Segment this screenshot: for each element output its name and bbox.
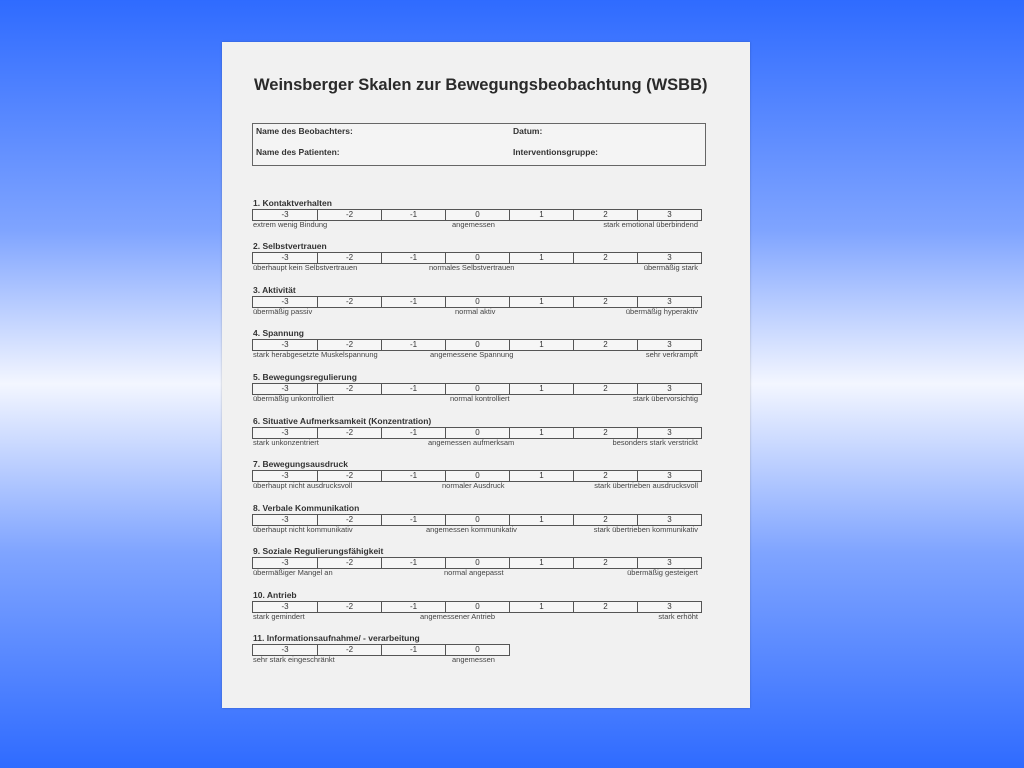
rating-option[interactable]: 3 — [637, 210, 701, 220]
questionnaire-page — [222, 42, 750, 708]
rating-option[interactable]: -1 — [381, 602, 445, 612]
rating-option[interactable]: -2 — [317, 602, 381, 612]
anchor-label-middle: angemessene Spannung — [430, 350, 514, 359]
anchor-label-right: stark emotional überbindend — [603, 220, 698, 229]
anchor-label-middle: angemessen — [452, 220, 495, 229]
rating-option[interactable]: -1 — [381, 645, 445, 655]
rating-option[interactable]: -2 — [317, 340, 381, 350]
rating-option[interactable]: 2 — [573, 210, 637, 220]
rating-option[interactable]: 3 — [637, 253, 701, 263]
scale-item — [252, 546, 706, 582]
anchor-label-left: stark gemindert — [253, 612, 305, 621]
rating-option[interactable]: -2 — [317, 210, 381, 220]
anchor-label-right: übermäßig gesteigert — [627, 568, 698, 577]
rating-option[interactable]: 0 — [445, 515, 509, 525]
scale-item — [252, 328, 706, 364]
rating-option[interactable]: -2 — [317, 515, 381, 525]
date-label: Datum: — [513, 126, 543, 136]
rating-option[interactable]: -2 — [317, 558, 381, 568]
scale-title: 1. Kontaktverhalten — [253, 198, 332, 208]
anchor-label-left: übermäßig passiv — [253, 307, 313, 316]
rating-option[interactable]: 3 — [637, 384, 701, 394]
anchor-label-middle: normaler Ausdruck — [442, 481, 505, 490]
scale-item — [252, 241, 706, 277]
anchor-label-middle: normal aktiv — [455, 307, 496, 316]
rating-option[interactable]: -3 — [281, 384, 289, 393]
rating-option[interactable]: 3 — [637, 471, 701, 481]
rating-option[interactable]: 2 — [573, 471, 637, 481]
scale-item — [252, 503, 706, 539]
rating-option[interactable]: -1 — [381, 515, 445, 525]
anchor-label-middle: angemessen aufmerksam — [428, 438, 515, 447]
scale-title: 5. Bewegungsregulierung — [253, 372, 357, 382]
anchor-label-middle: normales Selbstvertrauen — [429, 263, 515, 272]
anchor-label-middle: normal angepasst — [444, 568, 504, 577]
rating-option[interactable]: 3 — [637, 558, 701, 568]
rating-option[interactable]: -2 — [317, 297, 381, 307]
rating-option[interactable]: 1 — [509, 384, 573, 394]
rating-option[interactable]: -3 — [281, 428, 289, 437]
rating-option[interactable]: -3 — [281, 558, 289, 567]
rating-option[interactable]: -2 — [317, 253, 381, 263]
rating-option[interactable]: 1 — [509, 602, 573, 612]
rating-option[interactable]: -1 — [381, 558, 445, 568]
rating-option[interactable]: 0 — [445, 384, 509, 394]
anchor-label-right: stark übervorsichtig — [632, 394, 698, 403]
rating-option[interactable]: 1 — [509, 253, 573, 263]
anchor-label-left: überhaupt nicht kommunikativ — [253, 525, 353, 534]
rating-option[interactable]: -3 — [281, 515, 289, 524]
scale-title: 4. Spannung — [253, 328, 304, 338]
anchor-label-left: sehr stark eingeschränkt — [253, 655, 335, 664]
rating-option[interactable]: 2 — [573, 428, 637, 438]
rating-option[interactable]: 3 — [637, 340, 701, 350]
rating-option[interactable]: 1 — [509, 210, 573, 220]
anchor-label-left: stark herabgesetzte Muskelspannung — [253, 350, 378, 359]
rating-option[interactable]: 0 — [445, 253, 509, 263]
rating-option[interactable]: 2 — [573, 253, 637, 263]
anchor-label-right: übermäßig hyperaktiv — [625, 307, 698, 316]
rating-option[interactable]: 0 — [445, 602, 509, 612]
rating-option[interactable]: 2 — [573, 558, 637, 568]
anchor-label-left: stark unkonzentriert — [253, 438, 319, 447]
rating-option[interactable]: 2 — [573, 384, 637, 394]
anchor-label-middle: normal kontrolliert — [450, 394, 510, 403]
anchor-label-left: überhaupt kein Selbstvertrauen — [253, 263, 358, 272]
rating-option[interactable]: -1 — [381, 428, 445, 438]
scale-title: 6. Situative Aufmerksamkeit (Konzentration) — [253, 416, 432, 426]
rating-option[interactable]: 2 — [573, 515, 637, 525]
rating-option[interactable]: 0 — [445, 297, 509, 307]
rating-option[interactable]: 0 — [445, 471, 509, 481]
rating-option[interactable]: -2 — [317, 428, 381, 438]
rating-option[interactable]: 0 — [445, 645, 509, 655]
rating-option[interactable]: -3 — [281, 340, 289, 349]
scale-item — [252, 416, 706, 452]
scale-item — [252, 285, 706, 321]
rating-option[interactable]: 0 — [445, 340, 509, 350]
observer-name-label: Name des Beobachters: — [256, 126, 353, 136]
rating-option[interactable]: -1 — [381, 210, 445, 220]
anchor-label-right: besonders stark verstrickt — [612, 438, 698, 447]
anchor-label-right: stark übertrieben kommunikativ — [593, 525, 698, 534]
rating-option[interactable]: 3 — [637, 602, 701, 612]
scale-title: 10. Antrieb — [253, 590, 297, 600]
rating-option[interactable]: -1 — [381, 340, 445, 350]
scale-title: 11. Informationsaufnahme/ - verarbeitung — [253, 633, 420, 643]
anchor-label-left: übermäßig unkontrolliert — [253, 394, 334, 403]
rating-option[interactable]: -3 — [281, 602, 289, 611]
rating-option[interactable]: -1 — [381, 471, 445, 481]
anchor-label-middle: angemessen — [452, 655, 495, 664]
anchor-label-left: übermäßiger Mangel an — [253, 568, 333, 577]
scale-item — [252, 590, 706, 626]
rating-option[interactable]: -1 — [381, 253, 445, 263]
anchor-label-right: stark erhöht — [658, 612, 698, 621]
anchor-label-right: sehr verkrampft — [645, 350, 698, 359]
rating-option[interactable]: -2 — [317, 384, 381, 394]
rating-option[interactable]: 1 — [509, 471, 573, 481]
document-title: Weinsberger Skalen zur Bewegungsbeobachtung (WSBB) — [254, 76, 708, 94]
scale-item — [252, 372, 706, 408]
rating-option[interactable]: 0 — [445, 428, 509, 438]
rating-option[interactable]: 3 — [637, 515, 701, 525]
patient-name-label: Name des Patienten: — [256, 147, 340, 157]
scale-title: 9. Soziale Regulierungsfähigkeit — [253, 546, 384, 556]
rating-option[interactable]: 1 — [509, 340, 573, 350]
scale-item — [252, 198, 706, 234]
rating-option[interactable]: 1 — [509, 515, 573, 525]
rating-option[interactable]: 1 — [509, 428, 573, 438]
rating-option[interactable]: 2 — [573, 602, 637, 612]
scale-item — [252, 633, 706, 669]
rating-option[interactable]: 2 — [573, 297, 637, 307]
rating-option[interactable]: 0 — [445, 558, 509, 568]
rating-option[interactable]: -2 — [317, 645, 381, 655]
header-info-box — [252, 123, 706, 166]
rating-option[interactable]: -2 — [317, 471, 381, 481]
anchor-label-right: stark übertrieben ausdrucksvoll — [594, 481, 698, 490]
scale-title: 3. Aktivität — [253, 285, 296, 295]
rating-option[interactable]: 2 — [573, 340, 637, 350]
anchor-label-middle: angemessen kommunikativ — [426, 525, 517, 534]
intervention-group-label: Interventionsgruppe: — [513, 147, 599, 157]
rating-option[interactable]: -1 — [381, 297, 445, 307]
anchor-label-left: extrem wenig Bindung — [253, 220, 328, 229]
rating-option[interactable]: -3 — [281, 297, 289, 306]
rating-option[interactable]: -3 — [281, 471, 289, 480]
rating-option[interactable]: 3 — [637, 428, 701, 438]
rating-option[interactable]: 1 — [509, 297, 573, 307]
rating-option[interactable]: -3 — [281, 210, 289, 219]
rating-option[interactable]: 3 — [637, 297, 701, 307]
rating-option[interactable]: -3 — [281, 253, 289, 262]
anchor-label-left: überhaupt nicht ausdrucksvoll — [253, 481, 353, 490]
anchor-label-middle: angemessener Antrieb — [420, 612, 496, 621]
rating-option[interactable]: 1 — [509, 558, 573, 568]
rating-option[interactable]: 0 — [445, 210, 509, 220]
scale-title: 7. Bewegungsausdruck — [253, 459, 348, 469]
anchor-label-right: übermäßig stark — [643, 263, 698, 272]
scale-item — [252, 459, 706, 495]
scale-title: 2. Selbstvertrauen — [253, 241, 327, 251]
rating-option[interactable]: -1 — [381, 384, 445, 394]
scale-title: 8. Verbale Kommunikation — [253, 503, 360, 513]
rating-option[interactable]: -3 — [281, 645, 289, 654]
